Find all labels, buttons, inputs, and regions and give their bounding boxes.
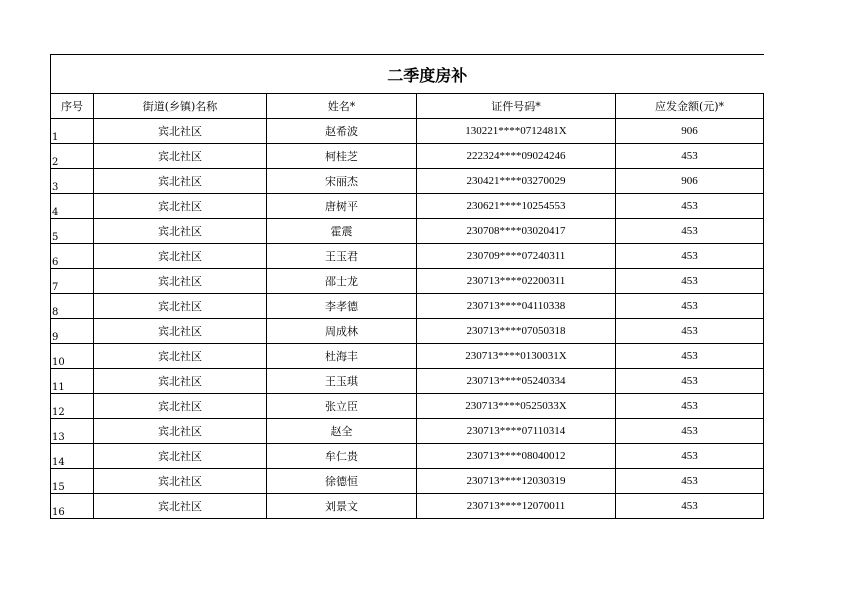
name-cell: 柯桂芝	[267, 144, 417, 169]
amount-cell: 453	[616, 419, 764, 444]
row-index-cell: 8	[51, 294, 94, 319]
amount-cell: 453	[616, 269, 764, 294]
street-cell: 宾北社区	[94, 244, 267, 269]
amount-cell: 453	[616, 444, 764, 469]
street-cell: 宾北社区	[94, 169, 267, 194]
amount-cell: 453	[616, 144, 764, 169]
row-index-cell: 13	[51, 419, 94, 444]
row-index-cell: 6	[51, 244, 94, 269]
table-body	[51, 119, 764, 519]
street-cell: 宾北社区	[94, 444, 267, 469]
name-cell: 李孝德	[267, 294, 417, 319]
column-header-index: 序号	[51, 94, 94, 119]
row-index-cell: 14	[51, 444, 94, 469]
name-cell: 宋丽杰	[267, 169, 417, 194]
amount-cell: 453	[616, 194, 764, 219]
spreadsheet-page	[50, 54, 763, 519]
row-index-cell: 2	[51, 144, 94, 169]
name-cell: 张立臣	[267, 394, 417, 419]
table-row	[51, 469, 764, 494]
name-cell: 霍震	[267, 219, 417, 244]
name-cell: 赵希波	[267, 119, 417, 144]
name-cell: 刘景文	[267, 494, 417, 519]
row-index-cell: 16	[51, 494, 94, 519]
amount-cell: 453	[616, 294, 764, 319]
table-row	[51, 319, 764, 344]
id-number-cell: 230713****07050318	[417, 319, 616, 344]
id-number-cell: 230713****07110314	[417, 419, 616, 444]
name-cell: 唐树平	[267, 194, 417, 219]
amount-cell: 453	[616, 244, 764, 269]
street-cell: 宾北社区	[94, 294, 267, 319]
table-row	[51, 244, 764, 269]
table-row	[51, 494, 764, 519]
id-number-cell: 230713****0130031X	[417, 344, 616, 369]
row-index-cell: 11	[51, 369, 94, 394]
column-header-amount: 应发金额(元)*	[616, 94, 764, 119]
row-index-cell: 12	[51, 394, 94, 419]
id-number-cell: 222324****09024246	[417, 144, 616, 169]
street-cell: 宾北社区	[94, 269, 267, 294]
table-row	[51, 369, 764, 394]
subsidy-table	[50, 54, 764, 519]
table-row	[51, 394, 764, 419]
id-number-cell: 230713****02200311	[417, 269, 616, 294]
table-row	[51, 344, 764, 369]
row-index-cell: 7	[51, 269, 94, 294]
street-cell: 宾北社区	[94, 494, 267, 519]
row-index-cell: 9	[51, 319, 94, 344]
row-index-cell: 10	[51, 344, 94, 369]
column-header-street: 街道(乡镇)名称	[94, 94, 267, 119]
row-index-cell: 5	[51, 219, 94, 244]
row-index-cell: 15	[51, 469, 94, 494]
street-cell: 宾北社区	[94, 394, 267, 419]
id-number-cell: 230713****05240334	[417, 369, 616, 394]
id-number-cell: 230713****0525033X	[417, 394, 616, 419]
street-cell: 宾北社区	[94, 469, 267, 494]
table-row	[51, 419, 764, 444]
id-number-cell: 230713****12030319	[417, 469, 616, 494]
column-header-id-number: 证件号码*	[417, 94, 616, 119]
street-cell: 宾北社区	[94, 144, 267, 169]
amount-cell: 453	[616, 494, 764, 519]
id-number-cell: 230421****03270029	[417, 169, 616, 194]
row-index-cell: 4	[51, 194, 94, 219]
id-number-cell: 230713****04110338	[417, 294, 616, 319]
amount-cell: 453	[616, 394, 764, 419]
id-number-cell: 230713****12070011	[417, 494, 616, 519]
table-row	[51, 194, 764, 219]
name-cell: 牟仁贵	[267, 444, 417, 469]
table-row	[51, 294, 764, 319]
name-cell: 杜海丰	[267, 344, 417, 369]
street-cell: 宾北社区	[94, 119, 267, 144]
page-title: 二季度房补	[51, 55, 764, 94]
table-row	[51, 269, 764, 294]
name-cell: 邵士龙	[267, 269, 417, 294]
name-cell: 赵全	[267, 419, 417, 444]
table-row	[51, 169, 764, 194]
street-cell: 宾北社区	[94, 319, 267, 344]
amount-cell: 453	[616, 469, 764, 494]
table-row	[51, 119, 764, 144]
row-index-cell: 3	[51, 169, 94, 194]
street-cell: 宾北社区	[94, 194, 267, 219]
id-number-cell: 230621****10254553	[417, 194, 616, 219]
table-row	[51, 144, 764, 169]
amount-cell: 906	[616, 119, 764, 144]
street-cell: 宾北社区	[94, 219, 267, 244]
name-cell: 周成林	[267, 319, 417, 344]
id-number-cell: 230709****07240311	[417, 244, 616, 269]
name-cell: 王玉君	[267, 244, 417, 269]
name-cell: 徐德恒	[267, 469, 417, 494]
table-row	[51, 219, 764, 244]
id-number-cell: 230713****08040012	[417, 444, 616, 469]
amount-cell: 453	[616, 219, 764, 244]
name-cell: 王玉琪	[267, 369, 417, 394]
street-cell: 宾北社区	[94, 419, 267, 444]
amount-cell: 453	[616, 319, 764, 344]
table-row	[51, 444, 764, 469]
street-cell: 宾北社区	[94, 344, 267, 369]
row-index-cell: 1	[51, 119, 94, 144]
id-number-cell: 130221****0712481X	[417, 119, 616, 144]
id-number-cell: 230708****03020417	[417, 219, 616, 244]
amount-cell: 906	[616, 169, 764, 194]
street-cell: 宾北社区	[94, 369, 267, 394]
amount-cell: 453	[616, 344, 764, 369]
header-row	[51, 94, 764, 119]
amount-cell: 453	[616, 369, 764, 394]
column-header-name: 姓名*	[267, 94, 417, 119]
